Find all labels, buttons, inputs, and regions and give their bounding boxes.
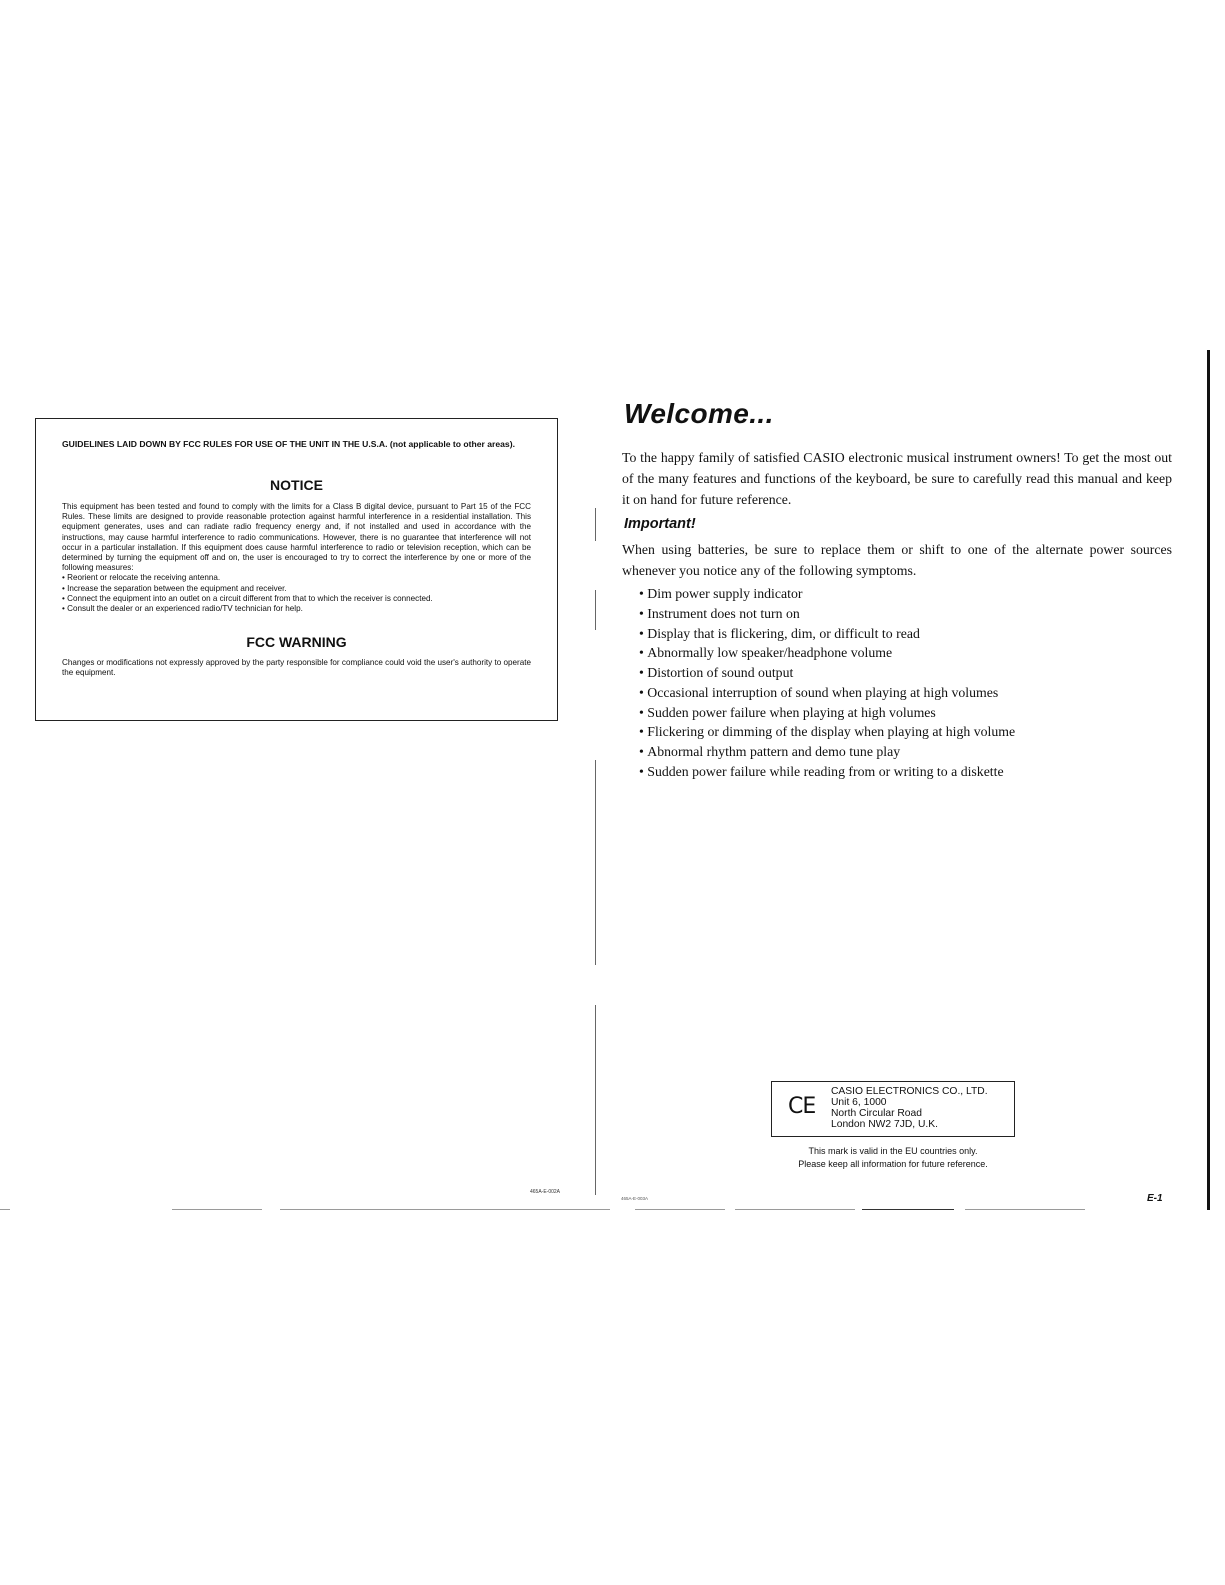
ce-note — [771, 1145, 1015, 1170]
spine-mark — [595, 508, 596, 541]
bottom-edge-line — [862, 1209, 954, 1210]
bottom-edge-line — [172, 1209, 262, 1210]
welcome-title: Welcome... — [624, 398, 774, 429]
page-edge-mark — [0, 1209, 10, 1210]
list-item: • Abnormal rhythm pattern and demo tune play — [639, 742, 1015, 762]
right-page-code: 465A-E-003A — [621, 1196, 649, 1201]
symptoms-list — [639, 584, 1015, 782]
list-item: • Dim power supply indicator — [639, 584, 1015, 604]
important-paragraph: When using batteries, be sure to replace them or shift to one of the alternate power sources whenever you notice any of the following symptoms. — [622, 542, 1172, 578]
list-item: • Consult the dealer or an experienced radio/TV technician for help. — [62, 604, 531, 614]
page-edge — [1207, 350, 1210, 1210]
list-item: • Connect the equipment into an outlet on a circuit different from that to which the receiver is connected. — [62, 594, 531, 604]
address-line: London NW2 7JD, U.K. — [831, 1119, 939, 1130]
list-item: • Sudden power failure while reading from or writing to a diskette — [639, 762, 1015, 782]
ce-note-line: Please keep all information for future reference. — [798, 1158, 988, 1169]
list-item: • Display that is flickering, dim, or difficult to read — [639, 624, 1015, 644]
fcc-warning-text: Changes or modifications not expressly approved by the party responsible for compliance could void the user's authority to operate the equipment. — [62, 658, 531, 678]
spine-mark — [595, 1005, 596, 1195]
notice-heading: NOTICE — [270, 477, 323, 493]
ce-address-box — [771, 1081, 1015, 1137]
fcc-notice-box — [35, 418, 558, 721]
list-item: • Reorient or relocate the receiving antenna. — [62, 573, 531, 583]
fcc-warning-heading: FCC WARNING — [246, 634, 347, 651]
left-page-code: 465A-E-002A — [530, 1189, 561, 1195]
notice-text: This equipment has been tested and found to comply with the limits for a Class B digital device, pursuant to Part 15 of the FCC Rules. These limits are designed to provide reasonable protection against harmful interference in a residential installation. This equipment generates, uses and can radiate radio frequency energy and, if not installed and used in accordance with the instructions, may cause harmful interference to radio communications. However, there is no guarantee that interference will not occur in a particular installation. If this equipment does cause harmful interference to radio or television reception, which can be determined by turning the equipment off and on, the user is encouraged to try to correct the interference by one or more of the following measures: — [62, 502, 531, 573]
list-item: • Occasional interruption of sound when playing at high volumes — [639, 683, 1015, 703]
fcc-guidelines-heading: GUIDELINES LAID DOWN BY FCC RULES FOR USE OF THE UNIT IN THE U.S.A. (not applicable to other areas). — [62, 439, 515, 449]
intro-paragraph: To the happy family of satisfied CASIO electronic musical instrument owners! To get the most out of the many features and functions of the keyboard, be sure to carefully read this manual and keep it on hand for future reference. — [622, 450, 1172, 507]
bottom-edge-line — [280, 1209, 610, 1210]
list-item: • Distortion of sound output — [639, 663, 1015, 683]
list-item: • Instrument does not turn on — [639, 604, 1015, 624]
company-address — [831, 1086, 988, 1130]
measures-list — [62, 573, 531, 614]
spine-mark — [595, 760, 596, 965]
address-line: CASIO ELECTRONICS CO., LTD. — [831, 1086, 988, 1097]
bottom-edge-line — [735, 1209, 855, 1210]
page-number: E-1 — [1147, 1193, 1163, 1204]
list-item: • Flickering or dimming of the display when playing at high volume — [639, 722, 1015, 742]
important-heading: Important! — [624, 516, 696, 532]
spine-mark — [595, 590, 596, 630]
address-line: North Circular Road — [831, 1108, 922, 1119]
list-item: • Sudden power failure when playing at high volumes — [639, 703, 1015, 723]
bottom-edge-line — [965, 1209, 1085, 1210]
bottom-edge-line — [635, 1209, 725, 1210]
ce-mark-icon: CE — [788, 1094, 816, 1119]
list-item: • Increase the separation between the equipment and receiver. — [62, 584, 531, 594]
list-item: • Abnormally low speaker/headphone volume — [639, 643, 1015, 663]
ce-note-line: This mark is valid in the EU countries only. — [808, 1146, 978, 1156]
address-line: Unit 6, 1000 — [831, 1097, 887, 1108]
